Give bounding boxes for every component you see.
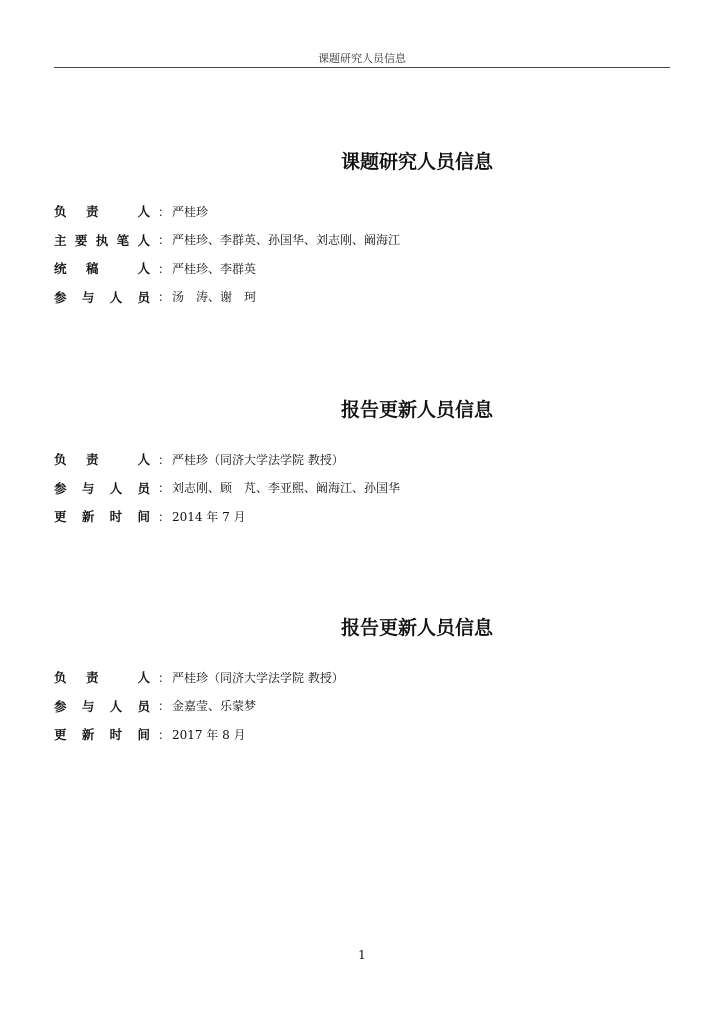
section-title: 报告更新人员信息 (340, 399, 493, 421)
row-label (54, 231, 150, 249)
row-value: 严桂珍（同济大学法学院 教授） (172, 670, 344, 685)
info-row (54, 226, 670, 255)
row-value: 刘志刚、顾 芃、李亚熙、阚海江、孙国华 (172, 481, 401, 496)
running-header: 课题研究人员信息 (318, 52, 406, 65)
label-char: 与 (81, 698, 95, 714)
row-label (54, 697, 150, 715)
row-label (54, 259, 150, 277)
row-colon: ： (157, 509, 170, 524)
label-char: 人 (109, 480, 123, 496)
info-row (54, 502, 670, 531)
label-char: 员 (137, 480, 150, 496)
row-colon: ： (157, 261, 170, 276)
row-colon: ： (157, 699, 170, 714)
label-char: 笔 (116, 232, 130, 248)
label-char: 人 (109, 698, 123, 714)
label-char: 人 (137, 452, 150, 468)
header-rule (54, 67, 670, 68)
label-char: 间 (137, 509, 150, 525)
row-value: 严桂珍（同济大学法学院 教授） (172, 452, 344, 467)
section-title: 课题研究人员信息 (340, 151, 493, 173)
label-char: 执 (95, 232, 109, 248)
section-title: 报告更新人员信息 (340, 617, 493, 639)
label-char: 新 (81, 727, 95, 743)
info-row (54, 663, 670, 692)
label-char: 参 (54, 698, 67, 714)
row-colon: ： (157, 670, 170, 685)
label-char: 与 (81, 289, 95, 305)
row-colon: ： (157, 481, 170, 496)
label-char: 员 (137, 289, 150, 305)
row-colon: ： (157, 452, 170, 467)
info-row (54, 474, 670, 503)
label-char: 统 (54, 261, 67, 277)
row-label (54, 668, 150, 686)
label-char: 人 (137, 232, 150, 248)
label-char: 时 (109, 509, 123, 525)
row-colon: ： (157, 204, 170, 219)
info-row (54, 197, 670, 226)
row-colon: ： (157, 727, 170, 742)
row-colon: ： (157, 290, 170, 305)
row-value: 金嘉莹、乐蒙梦 (172, 699, 257, 714)
label-char: 责 (86, 452, 99, 468)
label-char: 参 (54, 480, 67, 496)
label-char: 更 (54, 727, 67, 743)
page-number: 1 (358, 948, 366, 962)
label-char: 责 (86, 204, 99, 220)
label-char: 更 (54, 509, 67, 525)
label-char: 人 (137, 670, 150, 686)
row-label (54, 288, 150, 306)
info-row (54, 283, 670, 312)
label-char: 要 (74, 232, 88, 248)
label-char: 人 (109, 289, 123, 305)
row-value: 2014 年 7 月 (172, 509, 246, 524)
label-char: 新 (81, 509, 95, 525)
label-char: 负 (54, 204, 67, 220)
label-char: 负 (54, 452, 67, 468)
label-char: 参 (54, 289, 67, 305)
row-value: 汤 涛、谢 珂 (172, 290, 257, 305)
label-char: 与 (81, 480, 95, 496)
label-char: 责 (86, 670, 99, 686)
row-label (54, 725, 150, 743)
info-row (54, 720, 670, 749)
row-label (54, 507, 150, 525)
info-row (54, 445, 670, 474)
section-research-staff (54, 148, 670, 311)
section-update-2014 (54, 396, 670, 531)
row-label (54, 450, 150, 468)
label-char: 人 (137, 204, 150, 220)
label-char: 人 (137, 261, 150, 277)
label-char: 主 (54, 232, 67, 248)
label-char: 负 (54, 670, 67, 686)
label-char: 员 (137, 698, 150, 714)
info-row (54, 254, 670, 283)
label-char: 间 (137, 727, 150, 743)
info-row (54, 692, 670, 721)
row-value: 严桂珍、李群英、孙国华、刘志刚、阚海江 (172, 233, 401, 248)
row-colon: ： (157, 233, 170, 248)
label-char: 时 (109, 727, 123, 743)
row-value: 严桂珍 (172, 204, 209, 219)
section-update-2017 (54, 614, 670, 749)
label-char: 稿 (86, 261, 99, 277)
row-label (54, 202, 150, 220)
row-label (54, 479, 150, 497)
row-value: 严桂珍、李群英 (172, 261, 257, 276)
row-value: 2017 年 8 月 (172, 727, 246, 742)
